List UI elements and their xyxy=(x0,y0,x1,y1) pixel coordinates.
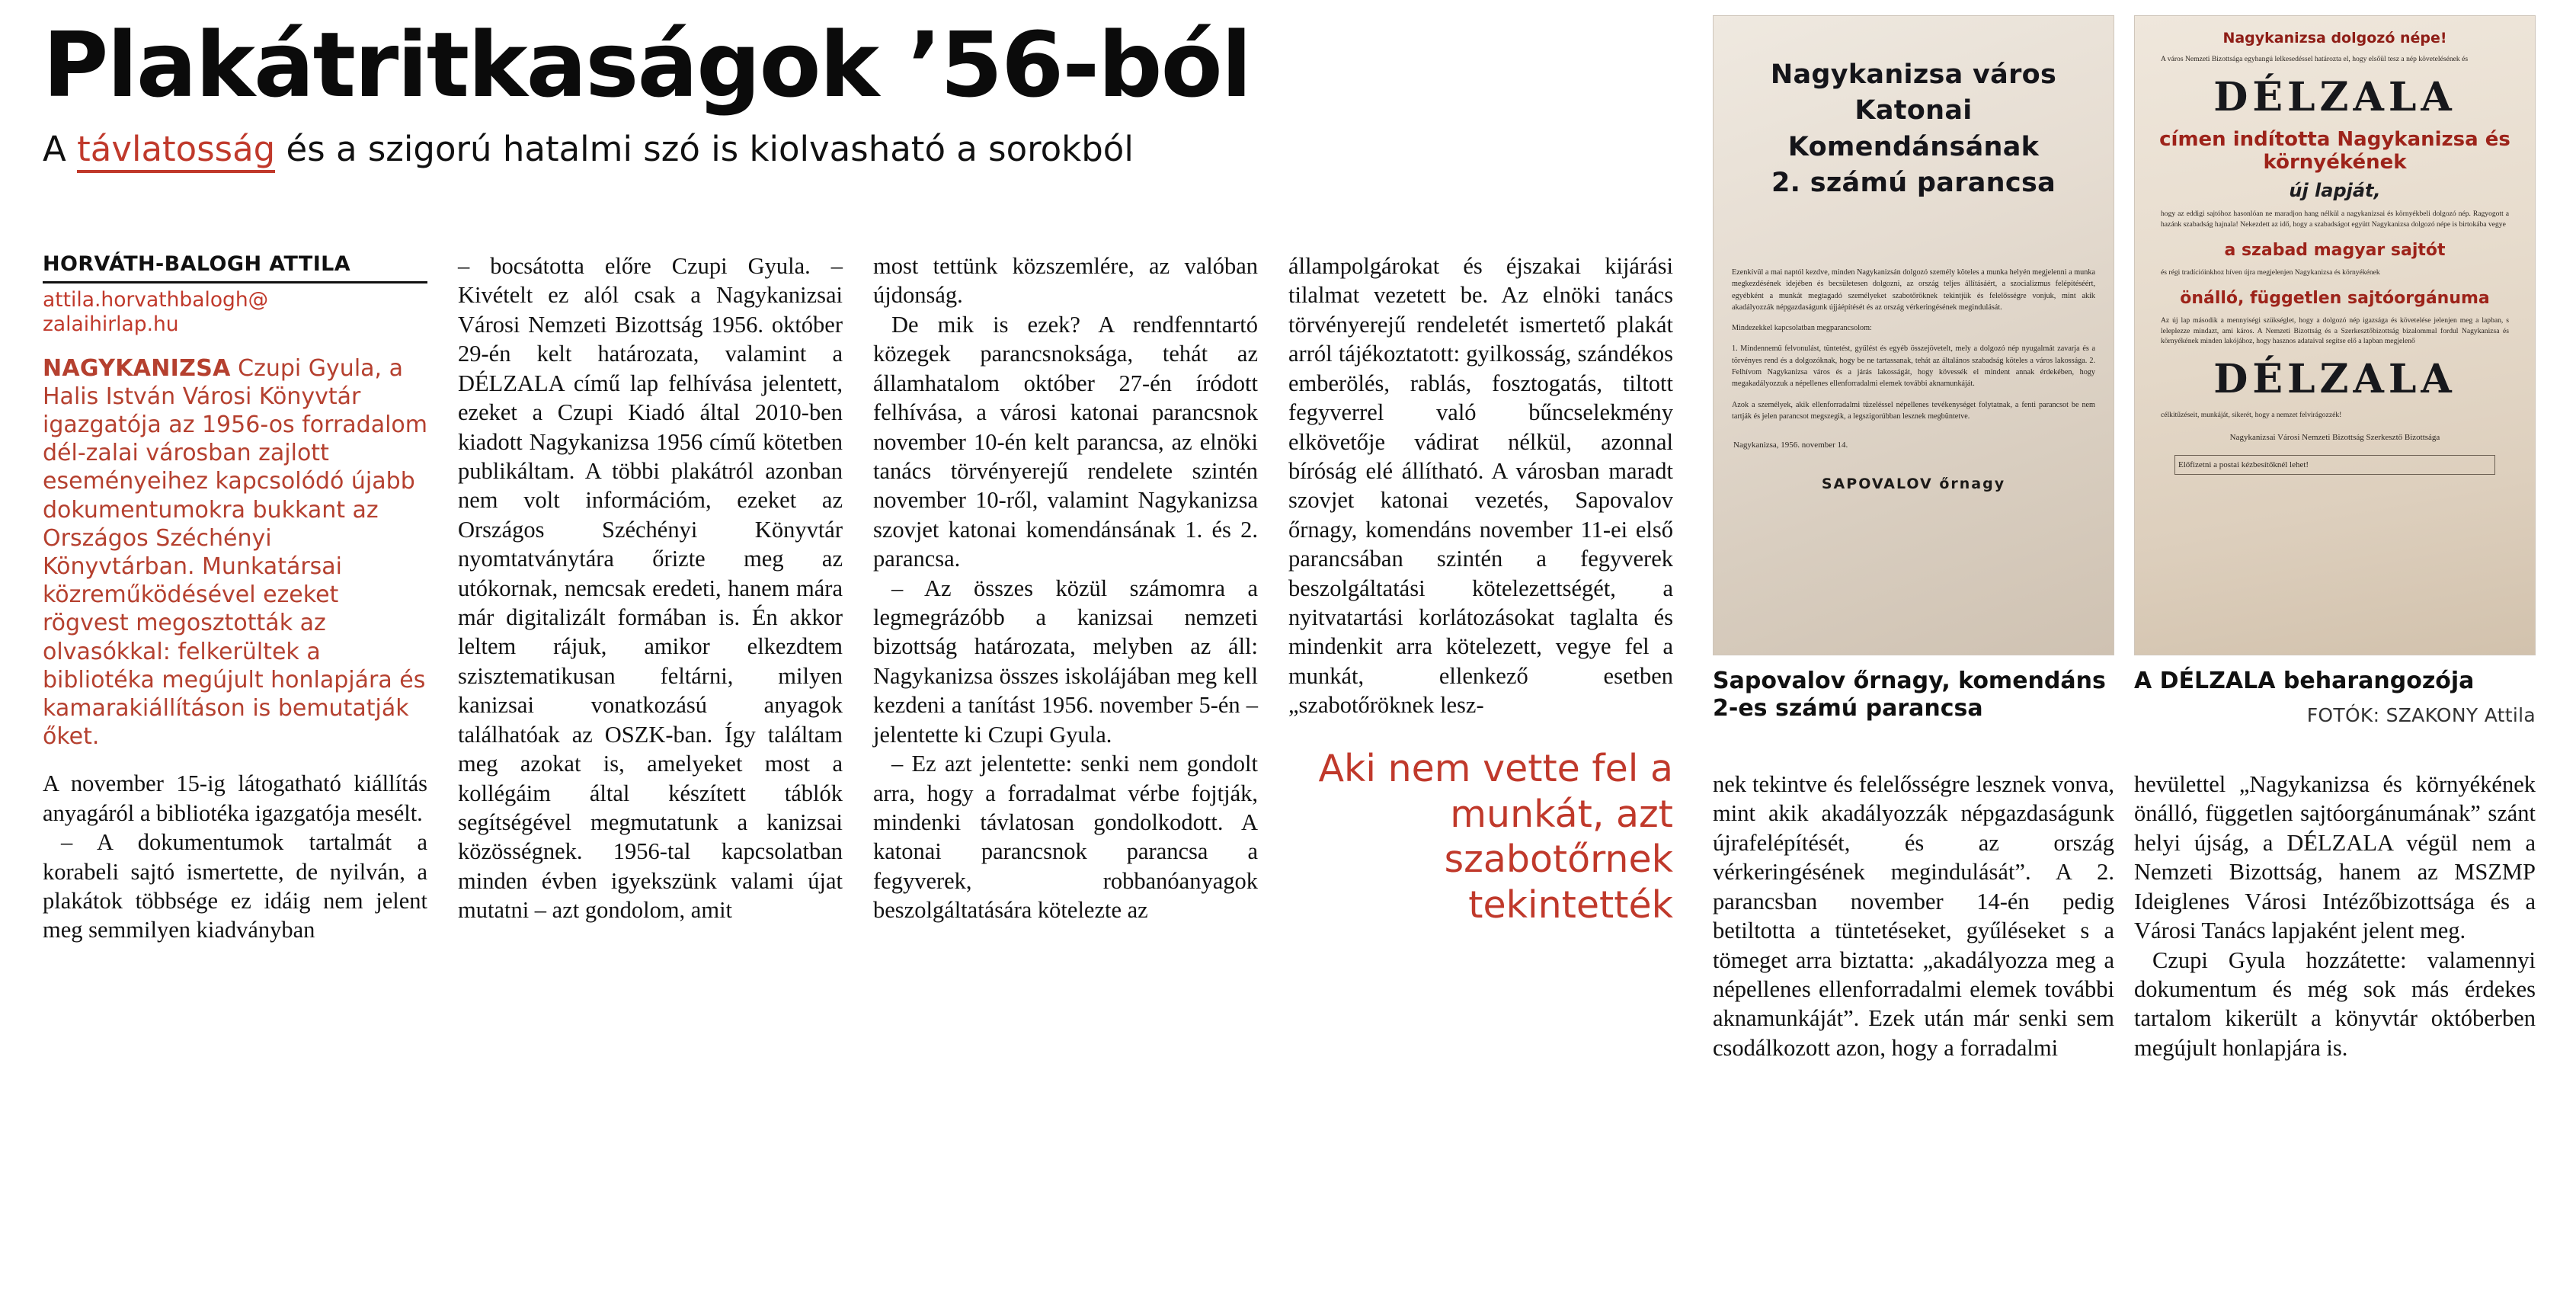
poster-closing-text: Azok a személyek, akik ellenforradalmi tüzeléssel népellenes tevékenységet folytatnak, a fenti parancsot be nem tartják és jelen parancsot megszegik, a legszigorúbban lesznek megbüntetve. xyxy=(1732,400,2095,421)
poster-title-line2: Katonai Komendánsának xyxy=(1787,95,2040,162)
poster-text-3: és régi tradícióinkhoz híven újra megjelenjen Nagykanizsa és környékének xyxy=(2161,267,2380,277)
subhead-before: A xyxy=(43,129,78,169)
paragraph: állampolgárokat és éjszakai kijárási tilalmat vezetett be. Az elnöki tanács törvényerejű rendeletét ismertető plakát arról tájékoztatott: gyilkosság, szándékos emberölés, rablás, fosztogatás, tiltott fegyverrel való bűncselekmény elkövetője vádirat nélkül, azonnal bíróság elé állítható. A városban maradt szovjet katonai vezetés, Sapovalov őrnagy, komendáns november 11-ei első parancsában szintén a fegyverek beszolgáltatási kötelezettségét, a nyitvatartási korlátozásokat taglalta és mindenkit arra kötelezett, vegye fel a munkát, ellenkező esetben „szabotőröknek lesz- xyxy=(1288,253,1673,719)
poster-logo-delzala-1: DÉLZALA xyxy=(2213,73,2456,120)
column-1 xyxy=(43,251,427,945)
poster-italic-text: új lapját, xyxy=(2289,179,2381,201)
pull-quote: Aki nem vette fel a munkát, azt szabotőrnek tekintették xyxy=(1318,746,1673,927)
masthead xyxy=(43,12,1726,169)
paragraph: De mik is ezek? A rendfenntartó közegek parancsnoksága, tehát az államhatalom október 27-én íródott felhívása, a városi katonai parancsnok november 10-én kelt parancsa, az elnöki tanács törvényerejű rendelete szintén november 10-ről, valamint Nagykanizsa szovjet katonai komendánsának 1. és 2. parancsa. xyxy=(873,311,1258,572)
poster-text-5: célkitűzéseit, munkáját, sikerét, hogy a nemzet felvirágozzék! xyxy=(2161,411,2342,420)
poster-red-text-3: önálló, független sajtóorgánuma xyxy=(2180,288,2490,308)
poster-subhead-text: Mindezekkel kapcsolatban megparancsolom: xyxy=(1732,324,1872,333)
poster-title xyxy=(1735,57,2092,201)
figure-group xyxy=(1713,15,2536,726)
poster-headline: Nagykanizsa dolgozó népe! xyxy=(2222,30,2447,46)
figure-sapovalov xyxy=(1713,15,2114,726)
author-email-line2: zalaihirlap.hu xyxy=(43,312,179,337)
column-2 xyxy=(458,251,843,945)
poster-date: Nagykanizsa, 1956. november 14. xyxy=(1733,440,1848,450)
article-columns xyxy=(43,251,1688,945)
poster-red-text-1: címen indította Nagykanizsa és környékének xyxy=(2159,127,2510,174)
paragraph: – Az összes közül számomra a legmegrázóbb a kanizsai nemzeti bizottság határozata, melyben az áll: Nagykanizsa összes iskolájában meg kell kezdeni a tanítást 1956. november 5-én – jelentette ki Czupi Gyula. xyxy=(873,575,1258,748)
poster-subscription-box: Előfizetni a postai kézbesítőknél lehet! xyxy=(2174,455,2495,475)
author-email xyxy=(43,288,427,338)
poster-signature: SAPOVALOV őrnagy xyxy=(1821,476,2006,493)
article-columns-bottom xyxy=(1713,770,2536,1062)
paragraph: A november 15-ig látogatható kiállítás anyagáról a bibliotéka igazgatója mesélt. xyxy=(43,770,427,826)
poster-text-2: hogy az eddigi sajtóhoz hasonlóan ne maradjon hang nélkül a nagykanizsai és környékbeli dolgozó nép. Ragyogott a hazánk szabadság hajnala! Nekezdett az idő, hogy a szabadságot együtt Nagykanizsa dolgozó népe is birtokába vegye xyxy=(2161,209,2509,229)
poster-image-sapovalov xyxy=(1713,15,2114,655)
lead-text: Czupi Gyula, a Halis István Városi Könyvtár igazgatója az 1956-os forradalom dél-zalai városban zajlott eseményeihez kapcsolódó újabb dokumentumokra bukkant az Országos Széchényi Könyvtárban. Munkatársai közreműködésével ezeket rögvest megosztották az olvasókkal: felkerültek a bibliotéka megújult honlapjára és kamarakiállításon is bemutatják őket. xyxy=(43,354,428,751)
author-email-line1: attila.horvathbalogh@ xyxy=(43,288,269,312)
poster-title-line3: 2. számú parancsa xyxy=(1771,167,2056,198)
subhead-highlight: távlatosság xyxy=(77,129,275,173)
dateline-location: NAGYKANIZSA xyxy=(43,354,231,382)
poster-text-1: A város Nemzeti Bizottsága egyhangú lelkesedéssel határozta el, hogy elsőül tesz a nép követelésének és xyxy=(2161,55,2469,63)
poster-text-4: Az új lap második a mennyiségi szükséglet, hogy a dolgozó nép igazsága és követelése jelenjen meg a lapban, s leleplezze mindazt, ami káros. A Nemzeti Bizottság és a Szerkesztőbizottság bizalommal fordul Nagykanizsa és környékének minden lakójához, hogy hasznos adataival segítse elő a lapban megjelenő xyxy=(2161,315,2509,346)
column-5 xyxy=(1713,770,2114,1062)
paragraph: – A dokumentumok tartalmát a korabeli sajtó ismertette, de nyilván, a plakátok többsége ez idáig nem jelent meg semmilyen kiadványban xyxy=(43,829,427,943)
figure-caption: A DÉLZALA beharangozója xyxy=(2134,668,2475,694)
column-6 xyxy=(2134,770,2536,1062)
lead-paragraph xyxy=(43,354,427,751)
poster-title-line1: Nagykanizsa város xyxy=(1770,59,2057,90)
poster-sign-delzala: Nagykanizsai Városi Nemzeti Bizottság Szerkesztő Bizottsága xyxy=(2229,433,2440,443)
paragraph: – bocsátotta előre Czupi Gyula. – Kivételt ez alól csak a Nagykanizsai Városi Nemzeti Bizottság 1956. október 29-én kelt határozata, valamint a DÉLZALA című lap felhívása jelentett, ezeket a Czupi Kiadó által 2010-ben kiadott Nagykanizsa 1956 című kötetben publikáltam. A többi plakátról azonban nem volt információm, ezeket az Országos Széchényi Könyvtár nyomtatványtára őrizte meg az utókornak, nemcsak eredeti, hanem mára már digitalizált formában is. Én akkor leltem rájuk, amikor elkezdtem szisztematikusan feltárni, milyen kanizsai vonatkozású anyagok találhatóak az OSZK-ban. Így találtam meg azokat is, amelyeket most a kollégáim által készített táblók segítségével megmutatunk a kanizsai közösségnek. 1956-tal kapcsolatban minden évben igyekszünk valami újat mutatni – azt gondolom, amit xyxy=(458,253,843,924)
poster-logo-delzala-2: DÉLZALA xyxy=(2213,356,2456,403)
column-3 xyxy=(873,251,1258,945)
page-title: Plakátritkaságok ’56-ból xyxy=(43,12,1251,117)
figure-caption: Sapovalov őrnagy, komendáns 2-es számú parancsa xyxy=(1713,668,2106,722)
poster-points-text: 1. Mindennemű felvonulást, tüntetést, gyűlést és egyéb összejövetelt, mely a dolgozó nép nyugalmát zavarja és a törvényes rend és a dolgozóknak, hogy be ne tartassanak, tehát az általános szabadság köteles a város lakossága. 2. Felhívom Nagykanizsa város és a járás lakosságát, hogy kövessék el mindent annak érdekében, hogy megakadályozzuk a népellenes ellenforradalmi elemek további aknamunkáját. xyxy=(1732,344,2095,389)
subhead-after: és a szigorú hatalmi szó is kiolvasható a sorokból xyxy=(275,129,1134,169)
photo-credit: FOTÓK: SZAKONY Attila xyxy=(2306,704,2536,726)
paragraph: Czupi Gyula hozzátette: valamennyi dokumentum és még sok más érdekes tartalom kikerült a könyvtár októberben megújult honlapjára is. xyxy=(2134,946,2536,1061)
paragraph: – Ez azt jelentette: senki nem gondolt arra, hogy a forradalmat vérbe fojtják, mindenki távlatosan gondolkodott. A katonai parancsnok parancsa a fegyverek, robbanóanyagok beszolgáltatására kötelezte az xyxy=(873,751,1258,924)
poster-image-delzala xyxy=(2134,15,2536,655)
paragraph: hevülettel „Nagykanizsa és környékének önálló, független sajtóorgánumának” szánt helyi újság, a DÉLZALA végül nem a Nemzeti Bizottság, hanem az MSZMP Ideiglenes Városi Intézőbizottsága és a Városi Tanács lapjaként jelent meg. xyxy=(2134,771,2536,944)
byline: HORVÁTH-BALOGH ATTILA xyxy=(43,251,427,283)
paragraph: nek tekintve és felelősségre lesznek vonva, mint akik akadályozzák népgazdaságunk újrafelépítését, és az ország vérkeringésének megindulását”. A 2. parancsban november 14-én pedig betiltotta a tüntetéseket, gyűléseket s a tömeget arra biztatta: „akadályozza meg a népellenes ellenforradalmi elemek további aknamunkáját”. Ezek után már senki sem csodálkozott azon, hogy a forradalmi xyxy=(1713,771,2114,1061)
paragraph: most tettünk közszemlére, az valóban újdonság. xyxy=(873,253,1258,309)
poster-body-text: Ezenkívül a mai naptól kezdve, minden Nagykanizsán dolgozó személy köteles a munka helyén megjelenni a munka megkezdésének idejében és becsületesen dolgozni, az ország teljes állításáért, a szocializmus felépítéséért, egyébként a munkát megtagadó személyeket szabotőröknek tekintjük és felelősségre vonjuk, mint akik akadályozzák népgazdaságunk újjáépítését és az ország vérkeringésének megindulását. xyxy=(1732,268,2095,312)
subheadline xyxy=(43,130,1726,169)
poster-red-text-2: a szabad magyar sajtót xyxy=(2224,240,2446,260)
figure-delzala xyxy=(2134,15,2536,726)
column-4 xyxy=(1288,251,1673,945)
